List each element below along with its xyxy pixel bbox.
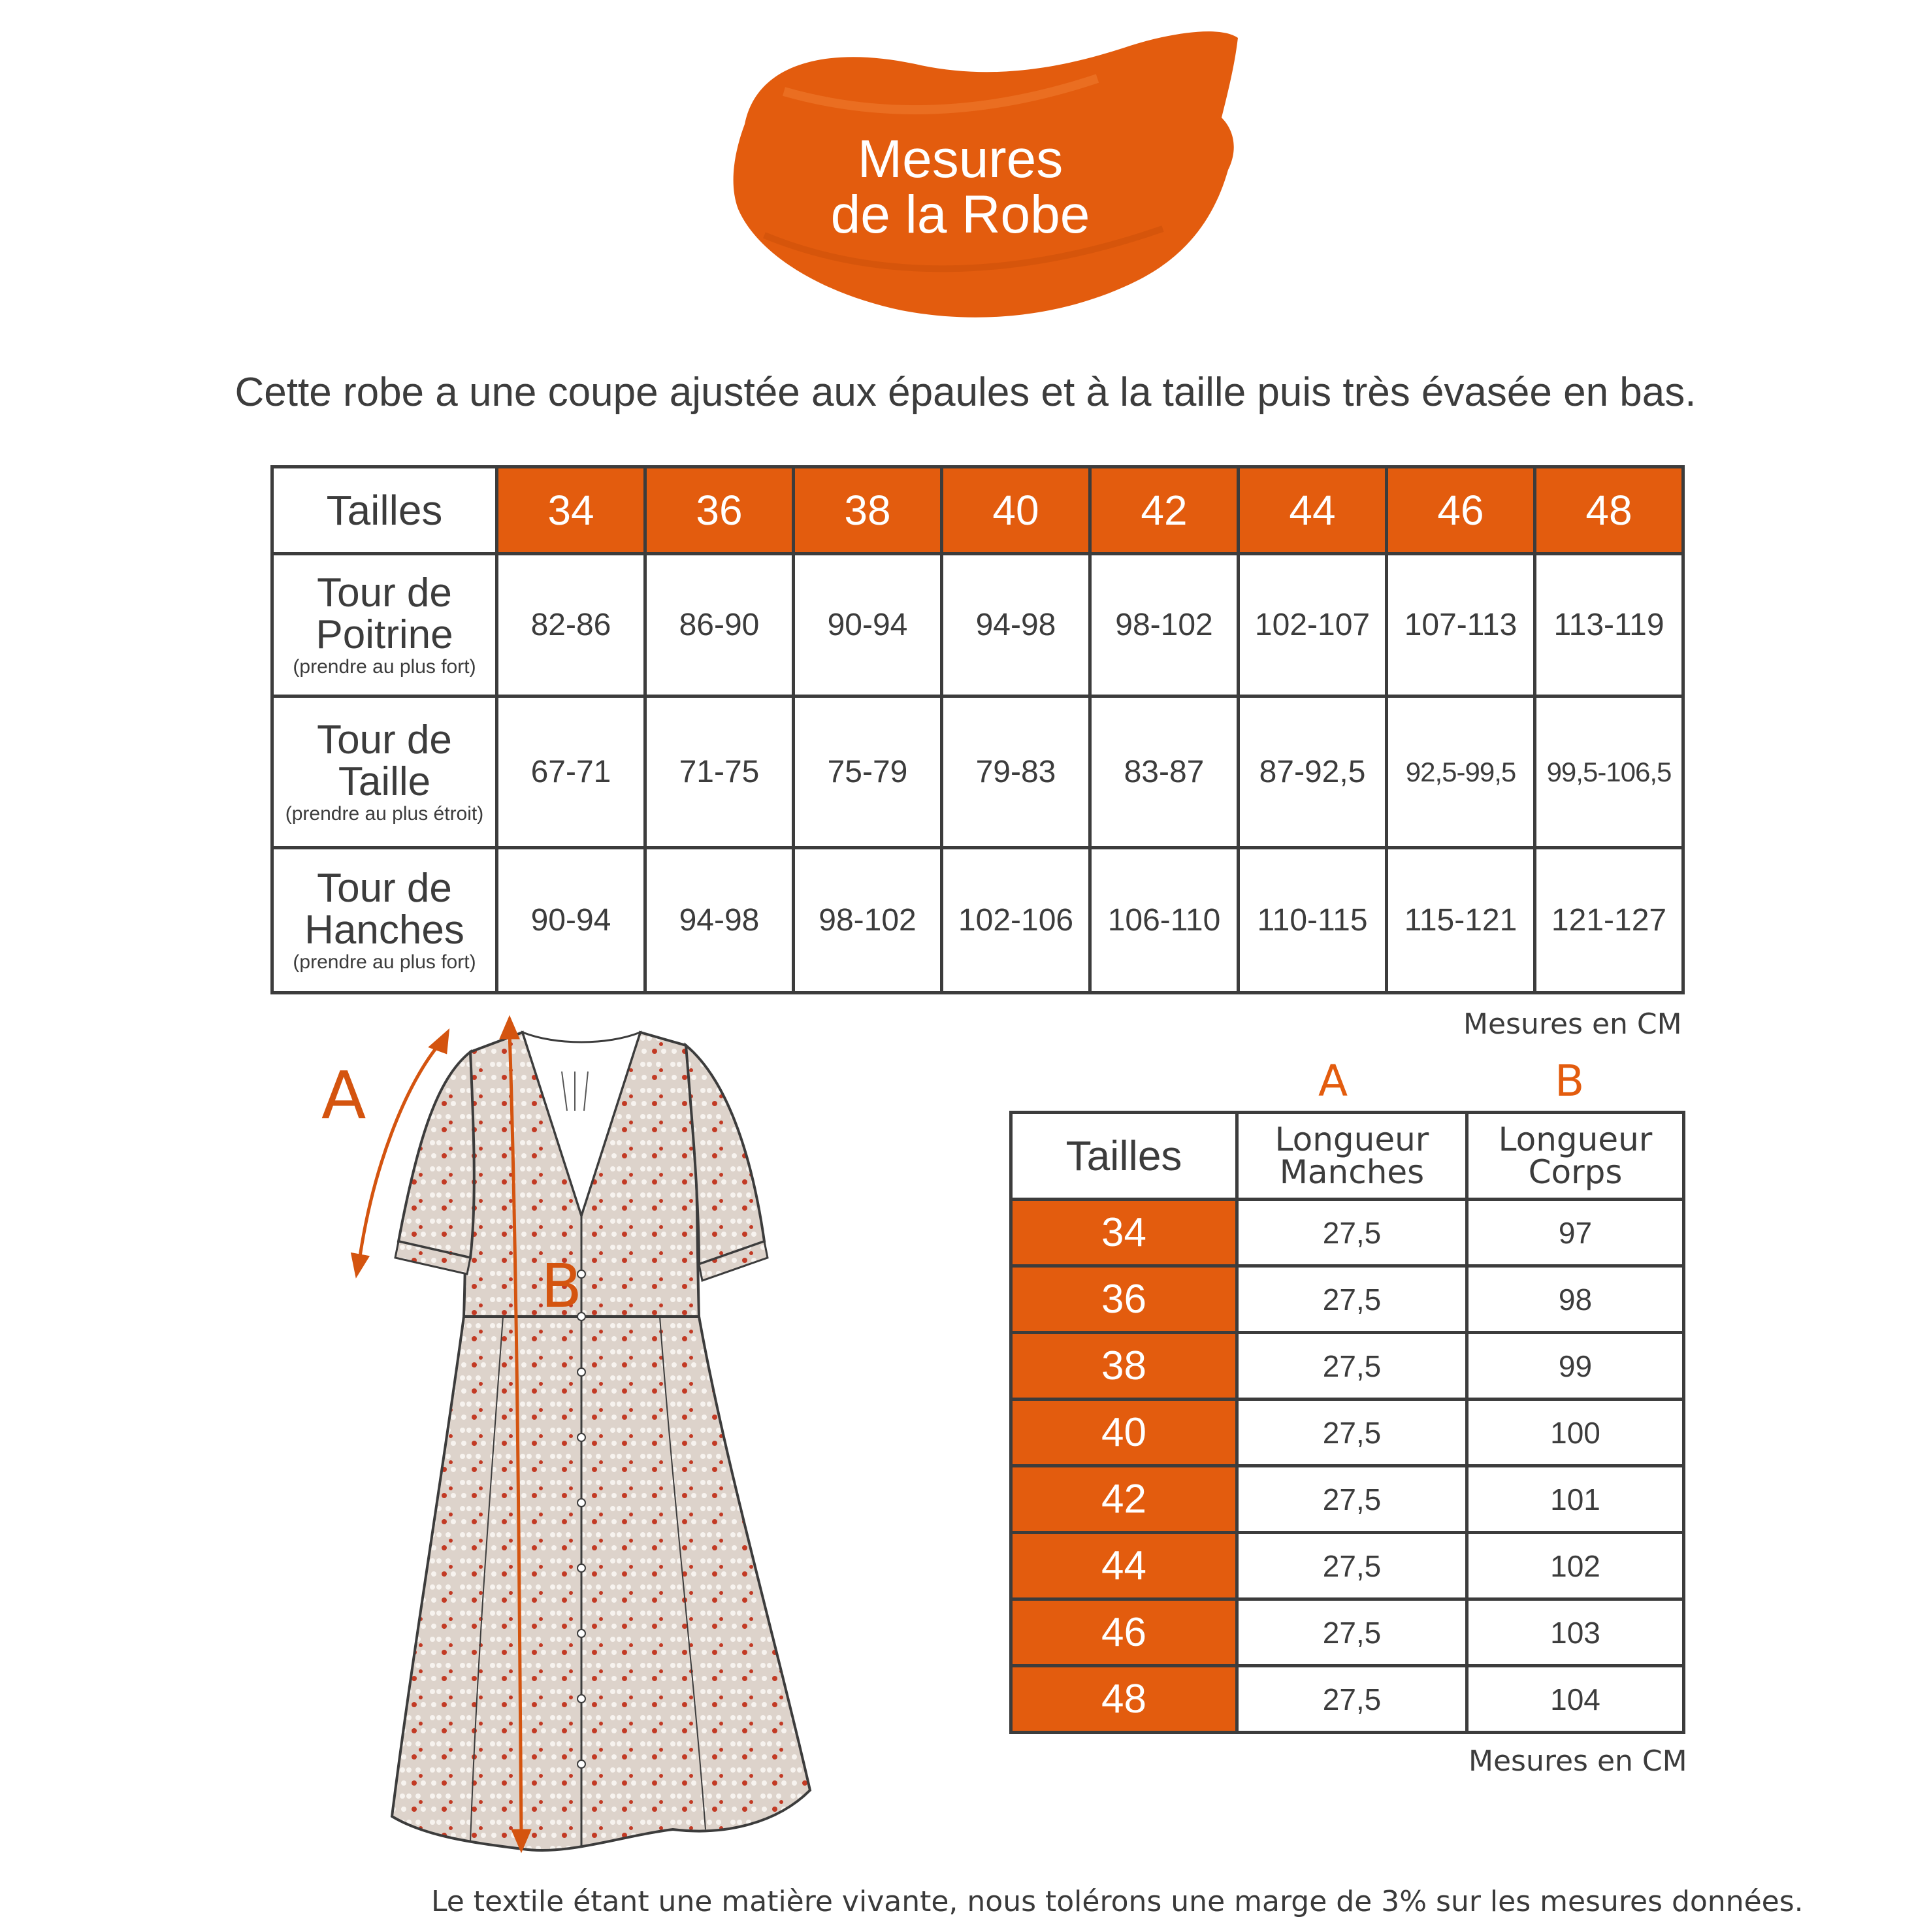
length-a-cell: 27,5 — [1237, 1533, 1467, 1599]
length-row — [1011, 1200, 1684, 1266]
size-header-cell: 38 — [794, 467, 942, 554]
length-a-cell: 27,5 — [1237, 1599, 1467, 1666]
length-b-cell: 97 — [1467, 1200, 1684, 1266]
length-b-cell: 102 — [1467, 1533, 1684, 1599]
measure-cell: 102-106 — [942, 848, 1090, 993]
length-tailles-header: Tailles — [1011, 1113, 1237, 1200]
size-header-row — [272, 467, 1683, 554]
size-header-cell: 46 — [1387, 467, 1535, 554]
measure-cell: 94-98 — [645, 848, 794, 993]
measure-cell: 79-83 — [942, 696, 1090, 848]
length-b-cell: 100 — [1467, 1400, 1684, 1466]
length-col-header-a — [1237, 1113, 1467, 1200]
measure-cell: 115-121 — [1387, 848, 1535, 993]
row-label-poitrine — [272, 554, 497, 696]
measure-cell: 113-119 — [1535, 554, 1683, 696]
length-row — [1011, 1400, 1684, 1466]
row-label-line1: Tour de — [317, 570, 452, 615]
col-b-line1: Longueur — [1498, 1121, 1653, 1158]
length-b-cell: 103 — [1467, 1599, 1684, 1666]
length-size-cell: 36 — [1011, 1266, 1237, 1333]
length-size-cell: 42 — [1011, 1466, 1237, 1533]
row-label-note: (prendre au plus fort) — [293, 951, 476, 973]
measure-cell: 110-115 — [1239, 848, 1387, 993]
measure-cell: 71-75 — [645, 696, 794, 848]
length-b-cell: 101 — [1467, 1466, 1684, 1533]
size-header-cell: 40 — [942, 467, 1090, 554]
length-b-cell: 99 — [1467, 1333, 1684, 1400]
length-a-cell: 27,5 — [1237, 1466, 1467, 1533]
size-header-cell: 36 — [645, 467, 794, 554]
measure-cell: 121-127 — [1535, 848, 1683, 993]
table-row-taille — [272, 696, 1683, 848]
table-row-hanches — [272, 848, 1683, 993]
row-label-line2: Poitrine — [316, 612, 453, 657]
measure-cell: 67-71 — [497, 696, 645, 848]
title-line-1: Mesures — [857, 129, 1063, 189]
measure-cell: 87-92,5 — [1239, 696, 1387, 848]
length-b-cell: 104 — [1467, 1666, 1684, 1733]
column-letter-a: A — [1318, 1056, 1348, 1106]
units-note-main-table: Mesures en CM — [1463, 1007, 1682, 1041]
length-row — [1011, 1533, 1684, 1599]
length-size-cell: 38 — [1011, 1333, 1237, 1400]
row-label-line2: Hanches — [304, 907, 464, 953]
row-label-line1: Tour de — [317, 865, 452, 911]
measure-cell: 82-86 — [497, 554, 645, 696]
title-line-2: de la Robe — [830, 185, 1090, 244]
length-size-cell: 40 — [1011, 1400, 1237, 1466]
measure-cell: 90-94 — [497, 848, 645, 993]
length-b-cell: 98 — [1467, 1266, 1684, 1333]
row-label-taille — [272, 696, 497, 848]
length-measurement-table — [1009, 1111, 1685, 1734]
column-letter-b: B — [1555, 1056, 1585, 1106]
length-a-cell: 27,5 — [1237, 1200, 1467, 1266]
measure-cell: 83-87 — [1090, 696, 1239, 848]
length-row — [1011, 1266, 1684, 1333]
length-a-cell: 27,5 — [1237, 1333, 1467, 1400]
measure-cell: 94-98 — [942, 554, 1090, 696]
measure-cell: 75-79 — [794, 696, 942, 848]
size-header-cell: 42 — [1090, 467, 1239, 554]
table-row-poitrine — [272, 554, 1683, 696]
length-size-cell: 34 — [1011, 1200, 1237, 1266]
footer-note: Le textile étant une matière vivante, nous tolérons une marge de 3% sur les mesures données. — [431, 1885, 1804, 1918]
size-header-cell: 44 — [1239, 467, 1387, 554]
measure-cell: 102-107 — [1239, 554, 1387, 696]
tailles-header: Tailles — [272, 467, 497, 554]
units-note-length-table: Mesures en CM — [1469, 1744, 1687, 1778]
col-b-line2: Corps — [1528, 1153, 1623, 1191]
intro-text: Cette robe a une coupe ajustée aux épaules et à la taille puis très évasée en bas. — [235, 370, 1696, 415]
row-label-line1: Tour de — [317, 717, 452, 762]
row-label-line2: Taille — [338, 759, 431, 804]
length-header-row — [1011, 1113, 1684, 1200]
size-header-cell: 34 — [497, 467, 645, 554]
row-label-hanches — [272, 848, 497, 993]
diagram-label-a: A — [321, 1057, 366, 1134]
dress-illustration — [307, 1006, 856, 1856]
length-row — [1011, 1466, 1684, 1533]
size-measurement-table — [270, 465, 1685, 994]
length-size-cell: 48 — [1011, 1666, 1237, 1733]
row-label-note: (prendre au plus étroit) — [285, 802, 484, 825]
length-a-cell: 27,5 — [1237, 1266, 1467, 1333]
measure-cell: 98-102 — [794, 848, 942, 993]
size-header-cell: 48 — [1535, 467, 1683, 554]
length-a-cell: 27,5 — [1237, 1400, 1467, 1466]
measure-cell: 106-110 — [1090, 848, 1239, 993]
diagram-label-b: B — [541, 1251, 583, 1321]
length-row — [1011, 1599, 1684, 1666]
measure-cell: 86-90 — [645, 554, 794, 696]
measure-cell: 92,5-99,5 — [1387, 696, 1535, 848]
measure-cell: 99,5-106,5 — [1535, 696, 1683, 848]
col-a-line1: Longueur — [1274, 1121, 1429, 1158]
length-size-cell: 44 — [1011, 1533, 1237, 1599]
col-a-line2: Manches — [1279, 1153, 1425, 1191]
measure-cell: 107-113 — [1387, 554, 1535, 696]
length-row — [1011, 1333, 1684, 1400]
length-row — [1011, 1666, 1684, 1733]
row-label-note: (prendre au plus fort) — [293, 655, 476, 678]
length-a-cell: 27,5 — [1237, 1666, 1467, 1733]
measure-cell: 90-94 — [794, 554, 942, 696]
length-size-cell: 46 — [1011, 1599, 1237, 1666]
measure-cell: 98-102 — [1090, 554, 1239, 696]
length-col-header-b — [1467, 1113, 1684, 1200]
